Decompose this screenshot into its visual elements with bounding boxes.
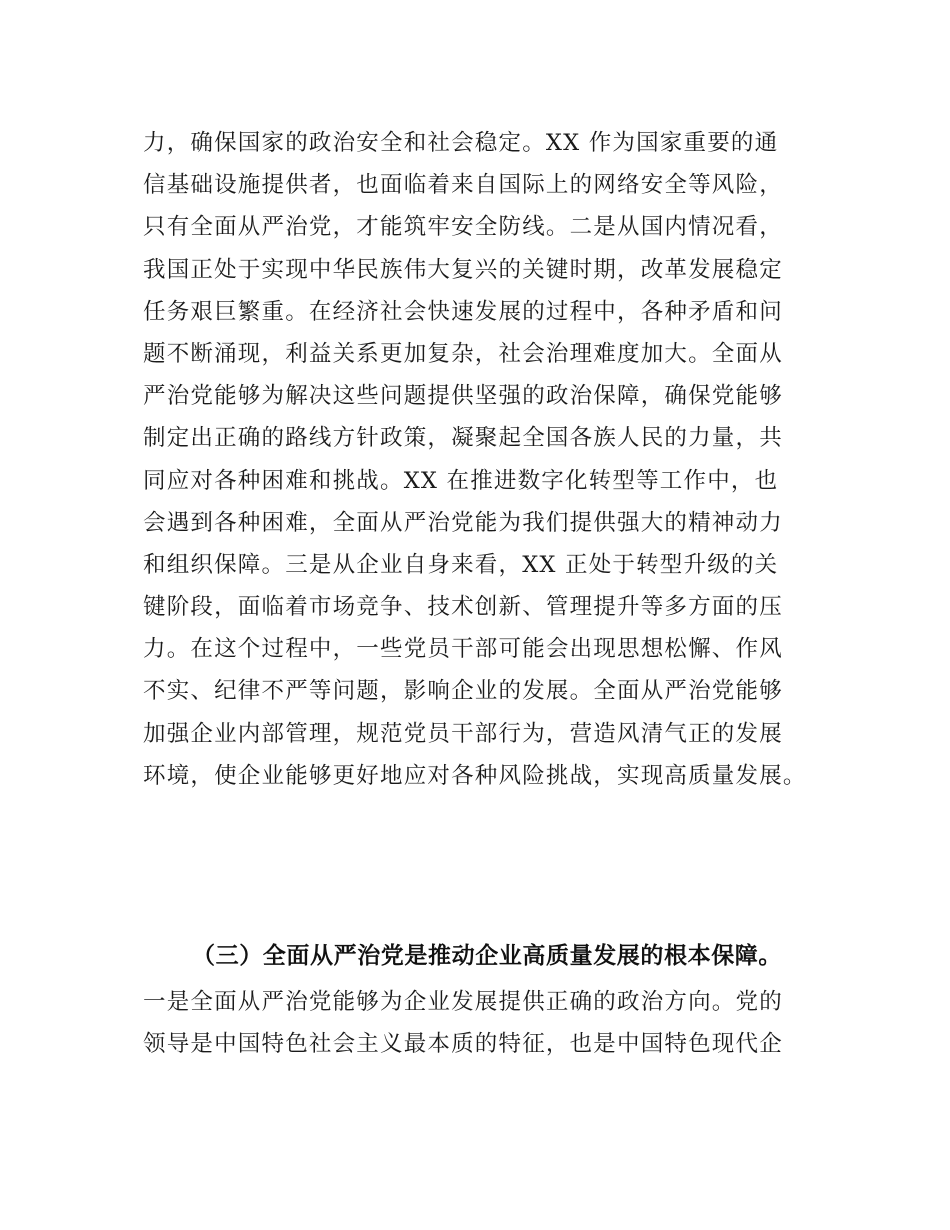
text-line: 任务艰巨繁重。在经济社会快速发展的过程中，各种矛盾和问 bbox=[143, 298, 783, 325]
text-line: 题不断涌现，利益关系更加复杂，社会治理难度加大。全面从 bbox=[143, 340, 783, 367]
paragraph-1 bbox=[143, 122, 863, 797]
text-line: 不实、纪律不严等问题，影响企业的发展。全面从严治党能够 bbox=[143, 678, 783, 705]
text-line: 我国正处于实现中华民族伟大复兴的关键时期，改革发展稳定 bbox=[143, 256, 783, 283]
text-line: 领导是中国特色社会主义最本质的特征，也是中国特色现代企 bbox=[143, 1031, 783, 1058]
text-line: 力，确保国家的政治安全和社会稳定。XX 作为国家重要的通 bbox=[143, 130, 779, 156]
text-line: 制定出正确的路线方针政策，凝聚起全国各族人民的力量，共 bbox=[143, 425, 783, 452]
text-line: 键阶段，面临着市场竞争、技术创新、管理提升等多方面的压 bbox=[143, 594, 783, 621]
text-line: 信基础设施提供者，也面临着来自国际上的网络安全等风险， bbox=[143, 172, 783, 199]
text-line: 加强企业内部管理，规范党员干部行为，营造风清气正的发展 bbox=[143, 720, 783, 747]
text-line: 一是全面从严治党能够为企业发展提供正确的政治方向。党的 bbox=[143, 989, 783, 1015]
text-line: 同应对各种困难和挑战。XX 在推进数字化转型等工作中，也 bbox=[143, 467, 779, 494]
text-line: 会遇到各种困难，全面从严治党能为我们提供强大的精神动力 bbox=[143, 509, 783, 536]
text-line: 力。在这个过程中，一些党员干部可能会出现思想松懈、作风 bbox=[143, 636, 783, 663]
text-line: 和组织保障。三是从企业自身来看，XX 正处于转型升级的关 bbox=[143, 551, 779, 578]
text-line: 严治党能够为解决这些问题提供坚强的政治保障，确保党能够 bbox=[143, 383, 783, 410]
section-heading: （三）全面从严治党是推动企业高质量发展的根本保障。 bbox=[192, 943, 782, 969]
text-line: 只有全面从严治党，才能筑牢安全防线。二是从国内情况看， bbox=[143, 214, 783, 241]
text-line: 环境，使企业能够更好地应对各种风险挑战，实现高质量发展。 bbox=[143, 762, 807, 789]
paragraph-2 bbox=[143, 981, 863, 1065]
